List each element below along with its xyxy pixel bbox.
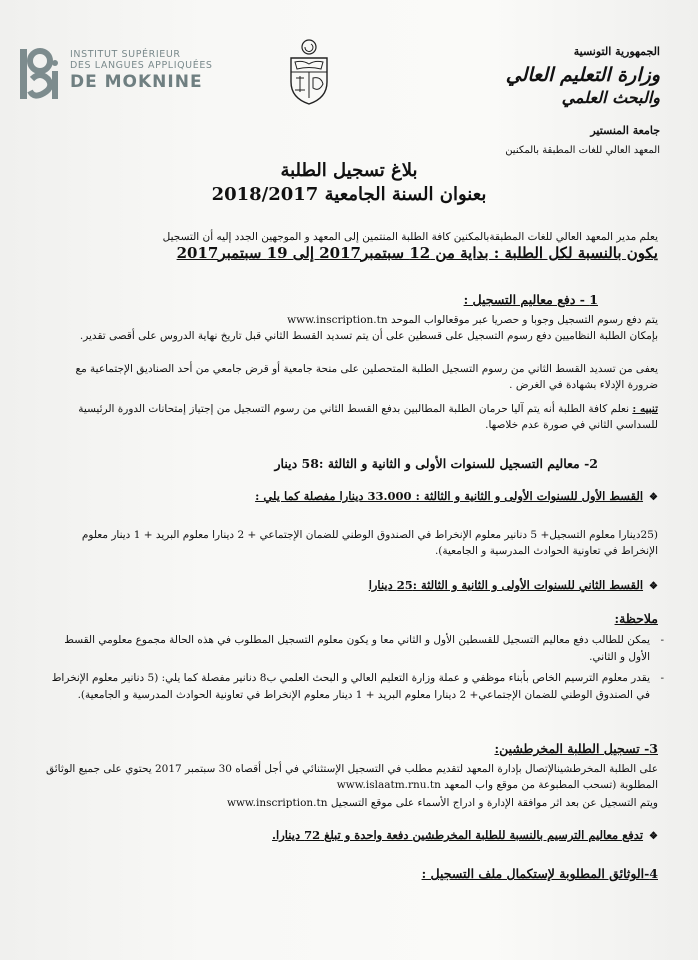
- ministry-line-1: وزارة التعليم العالي: [505, 64, 660, 86]
- note-item-1: - يمكن للطالب دفع معاليم التسجيل للقسطين الأول و الثاني معا و يكون معلوم التسجيل المطلوب في هذه الحالة مجموع معلومي القسط الأول و الثاني.: [64, 634, 664, 663]
- logo-line-2: DES LANGUES APPLIQUÉES: [70, 60, 213, 71]
- diamond-bullet-icon: ❖: [649, 492, 658, 503]
- registration-dates: يكون بالنسبة لكل الطلبة : بداية من 12 سبتمبر2017 إلى 19 سبتمبر2017: [176, 244, 658, 262]
- section-3-p2: ويتم التسجيل عن بعد اثر موافقة الإدارة و ادراج الأسماء على موقع التسجيل www.inscription.tn: [226, 797, 658, 809]
- warning-text: نعلم كافة الطلبة أنه يتم آليا حرمان الطلبة المطالبين بدفع القسط الثاني من رسوم التسجيل من إجتياز إمتحانات الدورة الرئيسية للسداسي الثاني في صورة عدم خلاصها.: [78, 403, 658, 431]
- page-title: بلاغ تسجيل الطلبة: [280, 160, 418, 181]
- page-subtitle: بعنوان السنة الجامعية 2018/2017: [211, 184, 487, 205]
- first-installment: ❖القسط الأول للسنوات الأولى و الثانية و الثالثة : 33.000 دينارا مفصلة كما يلي :: [255, 489, 658, 503]
- university-label: جامعة المنستير: [590, 124, 660, 137]
- section-1-p2: بإمكان الطلبة النظاميين دفع رسوم التسجيل على قسطين على أن يتم تسديد القسط الثاني قبل تاريخ نهاية الدروس على أقصى تقدير.: [79, 330, 658, 342]
- notes-heading: ملاحظة:: [614, 611, 658, 626]
- section-1-p1: يتم دفع رسوم التسجيل وجوبا و حصريا عبر موقعالواب الموحد www.inscription.tn: [287, 314, 658, 326]
- logo-line-1: INSTITUT SUPÉRIEUR: [70, 49, 181, 60]
- institute-label: المعهد العالي للغات المطبقة بالمكنين: [505, 145, 660, 156]
- section-3-p1: على الطلبة المخرطشينالإتصال بإدارة المعهد لتقديم مطلب في التسجيل الإستثنائي في أجل أقصاه 30 سبتمبر 2017 يحتوي على جميع الوثائق المطلوبة (تسحب المطبوعة من موقع واب المعهد www.islaatm.rnu.tn: [45, 763, 658, 791]
- section-2-heading: 2- معاليم التسجيل للسنوات الأولى و الثانية و الثالثة :58 دينار: [274, 456, 598, 471]
- republic-label: الجمهورية التونسية: [573, 45, 660, 58]
- warning-label: تنبيه :: [632, 403, 658, 415]
- section-1-heading: 1 - دفع معاليم التسجيل :: [463, 292, 598, 307]
- institute-logo-icon: [18, 45, 62, 103]
- second-installment: ❖القسط الثاني للسنوات الأولى و الثانية و الثالثة :25 دينارا: [368, 578, 658, 592]
- ministry-line-2: والبحث العلمي: [561, 88, 660, 107]
- note-item-2: - يقدر معلوم الترسيم الخاص بأبناء موظفي و عملة وزارة التعليم العالي و البحث العلمي ب8 دنانير مفصلة كما يلي: (5 دنانير معلوم الإنخراط في الصندوق الوطني للضمان الإجتماعي+ 2 دينارا معلوم البريد + 1 دينار معلوم الإنخراط في تعاونية الحوادث المدرسية و الجامعية).: [51, 672, 664, 701]
- section-1-p3: يعفى من تسديد القسط الثاني من رسوم التسجيل الطلبة المتحصلين على منحة جامعية أو قرض جامعي من أحد الصناديق الإجتماعية مع ضرورة الإدلاء بشهادة في الغرض .: [75, 363, 658, 391]
- section-3-heading: 3- تسجيل الطلبة المخرطشين:: [494, 741, 658, 756]
- logo-line-3: DE MOKNINE: [70, 72, 203, 92]
- section-1-warning: [43, 401, 658, 433]
- diamond-bullet-icon: ❖: [649, 581, 658, 592]
- institute-logo-text: [70, 49, 213, 93]
- section-3-bullet: ❖تدفع معاليم الترسيم بالنسبة للطلبة المخرطشين دفعة واحدة و تبلغ 72 دينارا.: [272, 828, 658, 842]
- first-installment-detail: (25دينارا معلوم التسجيل+ 5 دنانير معلوم الإنخراط في الصندوق الوطني للضمان الإجتماعي + 2 دينارا معلوم البريد + 1 دينار معلوم الإنخراط في تعاونية الحوادث المدرسية و الجامعية).: [81, 529, 658, 557]
- intro-text: يعلم مدير المعهد العالي للغات المطبقةبالمكنين كافة الطلبة المنتمين إلى المعهد و الموجهين الجدد إليه أن التسجيل: [162, 231, 658, 243]
- coat-of-arms-icon: [283, 38, 335, 106]
- section-4-heading: 4-الوثائق المطلوبة لإستكمال ملف التسجيل :: [421, 866, 658, 881]
- diamond-bullet-icon: ❖: [649, 831, 658, 842]
